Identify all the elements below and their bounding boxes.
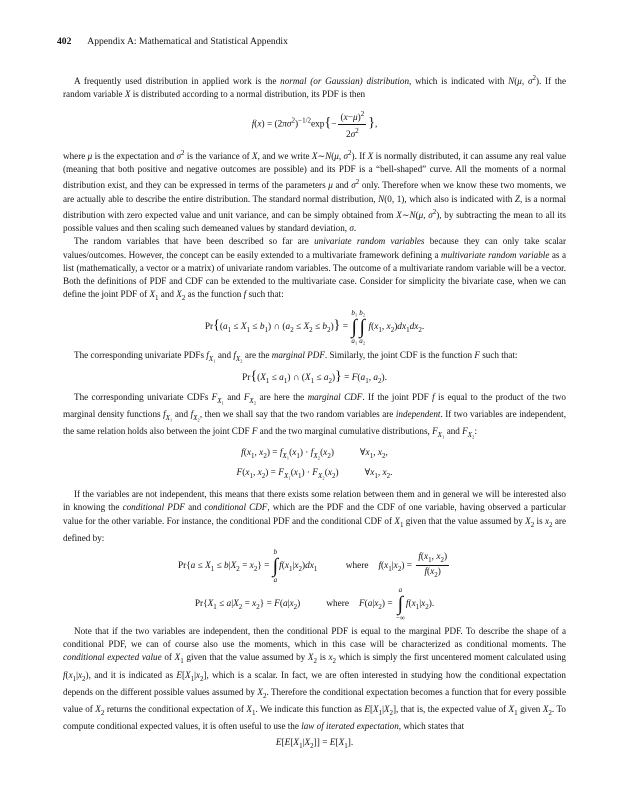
paragraph-marginal-pdf: The corresponding univariate PDFs $f_{X_1}$ and $f_{X_2}$ are the marginal PDF. Similarly, the joint CDF is the function F such that:: [74, 350, 518, 364]
page-number: 402: [57, 36, 72, 47]
equation-joint-pdf: $Pr\{(a_1 \le X_1 \le b_1)$ ∩ $(a_2 \le X_2 \le b_2)\} = b_1$ ∫ a₁b₂ ∫ a₂ $f(x_1$, $x_2)dx_1dx_2$.: [204, 309, 425, 346]
equation-independence-pdf: $f(x_1$, $x_2) = f_{X_1}(x_1) \cdot f_{X_2}(x_2)$ $\forall x_1$, $x_2$,: [241, 447, 388, 460]
equation-independence-cdf: $F(x_1$, $x_2) = F_{X_1}(x_1) \cdot F_{X_2}(x_2)$ $\forall x_1$, $x_2$.: [236, 467, 393, 480]
paragraph-normal-properties: where μ is the expectation and $\sigma^2$ is the variance of X, and we write X∼N(μ, $\sigma^2$). If X is normally distributed, it can assume any real value (meaning that both positive and negative outcomes are possible) and its PDF is a “bell-shaped” curve. All the moments of a normal distribution exist, and they can be expressed in terms of the parameters μ and $\sigma^2$ only. Therefore when we know these two moments, we are actually able to describe the entire distribution. The standard normal distribution, N(0, 1), which also is indicated with Z, is a normal distribution with zero expected value and unit variance, and can be simply obtained from X∼N(μ, $\sigma^2$), by subtracting the mean to all its possible values and then scaling such demeaned values by standard deviation, σ.: [63, 148, 566, 234]
paragraph-conditional: If the variables are not independent, this means that there exists some relation between them and in general we will be interested also in knowing the conditional PDF and conditional CDF, which are the PDF and the CDF of one variable, having observed a particular value for the other variable. For instance, the conditional PDF and the conditional CDF of $X_1$ given that the value assumed by $X_2$ is $x_2$ are defined by:: [63, 489, 567, 543]
paragraph-normal-distribution: A frequently used distribution in applied work is the normal (or Gaussian) distribution, which is indicated with N(μ, $\sigma^2$). If the random variable X is distributed according to a normal distribution, its PDF is then: [63, 74, 567, 100]
paragraph-marginal-cdf: The corresponding univariate CDFs $F_{X_1}$ and $F_{X_2}$ are here the marginal CDF. If the joint PDF f is equal to the product of the two marginal density functions $f_{X_1}$ and $f_{X_2}$, then we shall say that the two random variables are independent. If two variables are independent, the same relation holds also between the joint CDF F and the two marginal cumulative distributions, $F_{X_1}$ and $F_{X_2}$:: [63, 391, 566, 439]
equation-conditional-pdf: $Pr\{a \le X_1 \le b|X_2 = x_2\} = b$ ∫ $af(x_1|x_2)dx_1$ where $f(x_1|x_2)$ = $\frac{f(x_1, x_2)}{f(x_2)}$: [177, 547, 448, 584]
equation-normal-pdf: $f(x) = (2\pi\sigma^2)^{-1/2}\exp\{-$ $\frac{(x-\mu)^2}{2\sigma^2}$ },: [251, 109, 378, 140]
body-text: [63, 72, 566, 753]
running-header: [57, 36, 288, 47]
equation-joint-cdf: $Pr\{(X_1 \le a_1)$ ∩ $(X_1 \le a_2)\} = F(a_1$, $a_2$).: [242, 368, 387, 385]
equation-conditional-cdf: $Pr\{X_1 \le a|X_2 = x_2\} = F(a|x_2)$ where $F(a|x_2) = a$ ∫ $-\infty f(x_1|x_2)$.: [194, 585, 435, 622]
equation-iterated-expectation: $E[E[X_1|X_2]] = E[X_1]$.: [275, 737, 354, 750]
paragraph-multivariate: The random variables that have been described so far are univariate random variables because they can only take scalar values/outcomes. However, the concept can be easily extended to a multivariate framework defining a multivariate random variable as a list (mathematically, a vector or a matrix) of univariate random variables. The outcome of a multivariate random variable will be a vector. Both the definitions of PDF and CDF can be extended to the multivariate case. Consider for simplicity the bivariate case, when we can define the joint PDF of $X_1$ and $X_2$ as the function f such that:: [63, 236, 567, 303]
running-title: Appendix A: Mathematical and Statistical Appendix: [87, 36, 288, 47]
paragraph-conditional-moments: Note that if the two variables are independent, then the conditional PDF is equal to the marginal PDF. To describe the shape of a conditional PDF, we can of course also use the moments, which in this case will be characterized as conditional moments. The conditional expected value of $X_1$ given that the value assumed by $X_2$ is $x_2$ which is simply the first uncentered moment calculated using $f(x_1|x_2)$, and it is indicated as $E[X_1|x_2]$, which is a scalar. In fact, we are often interested in studying how the conditional expectation depends on the different possible values assumed by $X_2$. Therefore the conditional expectation becomes a function that for every possible value of $X_2$ returns the conditional expectation of $X_1$. We indicate this function as $E[X_1|X_2]$, that is, the expected value of $X_1$ given $X_2$. To compute conditional expected values, it is often useful to use the law of iterated expectation, which states that: [63, 625, 566, 731]
